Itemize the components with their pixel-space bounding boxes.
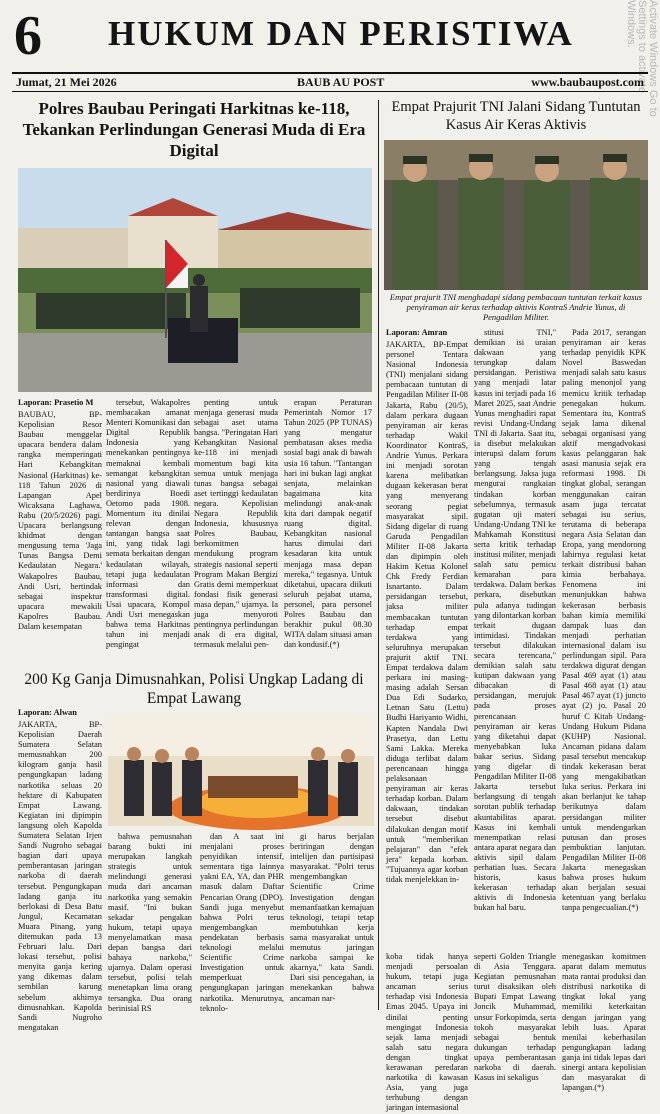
article3-column-6: seperti Golden Triangle di Asia Tenggara. Kegiatan pemusnahan turut disaksikan oleh Bupati Empat Lawang Joncik Muhammad, unsur Forkopimda, serta tokoh masyarakat sebagai bentuk dukungan terhadap upaya pemberantasan narkoba di daerah. Kasus ini sekaligus <box>474 952 556 1083</box>
article2-headline: Empat Prajurit TNI Jalani Sidang Tuntutan Kasus Air Keras Aktivis <box>391 99 641 133</box>
article3-column-3: dan A saat ini menjalani proses penyidikan intensif, sementara tiga lainnya yakni EA, YA, dan PHR masuk dalam Daftar Pencarian Orang (DPO). Sandi juga menyebut bahwa Polri terus mengembangkan pendekatan berbasis teknologi melalui Scientific Crime Investigation untuk memperkuat pengungkapan jaringan narkotika. Menurutnya, teknolo- <box>200 832 284 1013</box>
article2-reporter: Laporan: Amran <box>386 328 448 337</box>
article1-column-1: BAUBAU, BP-Kepolisian Resor Baubau menggelar upacara bendera dalam rangka memperingati Hari Kebangkitan Nasional (Harkitnas) ke-118 Tahun 2026 di Lapangan Apel Wicaksana Laghawa, Rabu (20/5/2026) pagi. Upacara berlangsung khidmat dengan mengusung tema 'Jaga Tunas Bangsa Demi Kedaulatan Negara.' Wakapolres Baubau, Andi Usri, bertindak sebagai inspektur upacara mewakili Kapolres Baubau. Dalam kesempatan <box>18 410 102 631</box>
section-masthead: HUKUM DAN PERISTIWA <box>108 14 574 53</box>
article1-photo <box>18 168 372 392</box>
dateline-bar <box>12 72 648 92</box>
activate-windows-watermark: Activate Windows Go to Settings to activate Windows. <box>625 0 659 117</box>
article2-column-3: Pada 2017, serangan penyiraman air keras terhadap penyidik KPK Novel Baswedan menjadi salah satu kasus paling menonjol yang memicu kritik terhadap penegakan hukum. Sementara itu, KontraS sejak lama dikenal sebagai organisasi yang aktif mengadvokasi kasus pelanggaran hak asasi manusia sejak era reformasi 1998. Di tingkat global, serangan menggunakan cairan asam juga tercatat sebagai isu serius, terutama di beberapa negara Asia Selatan dan Eropa, yang mendorong lahirnya regulasi ketat terkait distribusi bahan kimia berbahaya. Fenomena ini menunjukkan bahwa kekerasan berbasis bahan kimia memiliki dampak luas dan menjadi perhatian internasional dalam isu perlindungan sipil. Para terdakwa digurat dengan Pasal 469 ayat (1) atau Pasal 468 ayat (1) atau Pasal 467 ayat (1) juncto ayat (2) jo. Pasal 20 huruf C Kitab Undang-Undang Hukum Pidana (KUHP) Nasional. Ancaman pidana dalam pasal tersebut mencakup tindak kekerasan berat yang mengakibatkan luka serius. Perkara ini akan berlanjut ke tahap berikutnya dalam persidangan militer untuk mendengarkan putusan dan proses pembuktian lanjutan. Pengadilan Militer II-08 Jakarta menegaskan bahwa proses hukum akan berjalan sesuai ketentuan yang berlaku tanpa pengecualian.(*) <box>562 328 646 913</box>
article3-photo <box>108 716 374 826</box>
article1-column-4: erapan Peraturan Pemerintah Nomor 17 Tahun 2025 (PP TUNAS) yang mengatur pembatasan akses media sosial bagi anak di bawah usia 16 tahun. "Tantangan hari ini bukan lagi angkat senjata, melainkan bagaimana kita melindungi anak-anak kita dari dampak negatif ruang digital. Kebangkitan nasional harus dimulai dari kesadaran kita untuk menjaga masa depan mereka," tegasnya. Untuk diketahui, upacara diikuti seluruh pejabat utama, personel, para personel Polres Baubau dan berakhir pukul 08.30 WITA dalam situasi aman dan kondusif.(*) <box>284 398 372 650</box>
article3-column-2: bahwa pemusnahan barang bukti ini merupakan langkah strategis untuk melindungi generasi muda dari ancaman narkotika yang semakin masif. "Ini bukan sekadar pengakan hukum, tetapi upaya menyelamatkan masa depan bangsa dari bahaya narkoba," ujarnya. Dalam operasi tersebut, polisi telah menetapkan lima orang tersangka. Dua orang berinisial RS <box>108 832 192 1013</box>
article3-column-4: gi harus berjalan beriringan dengan intelijen dan partisipasi masyarakat. "Polri terus mengembangkan Scientific Crime Investigation dengan memanfaatkan kemajuan teknologi, tetapi tetap membutuhkan kerja sama masyarakat untuk memutus jaringan narkoba sampai ke akarnya," kata Sandi. Dari sisi pencegahan, ia menekankan bahwa ancaman nar- <box>290 832 374 1003</box>
article1-reporter: Laporan: Prasetio M <box>18 398 94 407</box>
article1-column-3: penting untuk menjaga generasi muda sebagai aset utama bangsa. "Peringatan Hari Kebangkitan Nasional ke-118 ini menjadi momentum bagi kita semua untuk menjaga tunas bangsa sebagai aset tertinggi kedaulatan negara. Kepolisian Negara Republik Indonesia, khususnya Polres Baubau, berkomitmen mendukung program strategis nasional seperti Program Makan Bergizi Gratis demi memperkuat fondasi fisik generasi masa depan," ujarnya. Ia juga menyoroti pentingnya perlindungan anak di era digital, termasuk melalui pen- <box>194 398 278 650</box>
article1-headline: Polres Baubau Peringati Harkitnas ke-118, Tekankan Perlindungan Generasi Muda di Era Digital <box>22 99 366 160</box>
page-number: 6 <box>14 5 42 67</box>
article3-reporter: Laporan: Alwan <box>18 708 77 717</box>
article3-column-5: koba tidak hanya menjadi persoalan hukum, tetapi juga ancaman serius terhadap visi Indonesia Emas 2045. Upaya ini dinilai penting mengingat Indonesia sejak lama menjadi salah satu negara dengan tingkat kerawanan peredaran narkotika di kawasan Asia, yang juga terhubung dengan jaringan internasional <box>386 952 468 1113</box>
article3-headline: 200 Kg Ganja Dimusnahkan, Polisi Ungkap Ladang di Empat Lawang <box>24 671 364 707</box>
article2-column-2: stitusi TNI," demikian isi uraian dakwaan yang terungkap dalam persidangan. Peristiwa yang menjadi latar kasus ini terjadi pada 16 Maret 2025, saat Andrie Yunus menghadiri rapat revisi Undang-Undang TNI di Jakarta. Saat itu, ia disebut melakukan interupsi dalam forum yang tengah berlangsung. Jaksa juga mengurai rangkaian tindakan korban sebelumnya, termasuk gugatan uji materi Undang-Undang TNI ke Mahkamah Konstitusi serta kritik terhadap institusi militer, menjadi salah satu pemicu kemarahan para terdakwa. Dalam berkas perkara, disebutkan pula adanya tudingan yang dilontarkan korban terkait dugaan intimidasi. Tindakan tersebut dilakukan secara terencana," demikian salah satu kutipan dakwaan yang dibacakan di persidangan, merujuk pada proses perencanaan penyiraman air keras yang diketahui dapat menyebabkan luka bakar serius. Sidang yang digelar di Pengadilan Militer II-08 Jakarta tersebut berlangsung di tengah sorotan publik terhadap akuntabilitas aparat. Kasus ini kembali menempatkan relasi antara aparat negara dan aktivis sipil dalam perhatian luas. Secara historis, kasus kekerasan terhadap aktivis di Indonesia bukan hal baru. <box>474 328 556 913</box>
article2-photo <box>384 140 648 290</box>
article2-caption: Empat prajurit TNI menghadapi sidang pembacaan tuntutan terkait kasus penyiraman air keras terhadap aktivis KontraS Andrie Yunus, di Pengadilan Militer. <box>389 292 643 322</box>
website-link[interactable]: www.baubaupost.com <box>531 75 644 89</box>
article1-column-2: tersebut, Wakapolres membacakan amanat Menteri Komunikasi dan Digital Republik Indonesia yang menekankan pentingnya memaknai kembali semangat kebangkitan nasional yang diawali berdirinya Boedi Oetomo pada 1908. Momentum itu dinilai relevan dengan tantangan bangsa saat ini, yang tidak lagi semata berkaitan dengan kedaulatan wilayah, tetapi juga kedaulatan informasi dan transformasi digital. Usai upacara, Kompol Andi Usri menegaskan bahwa tema Harkitnas tahun ini menjadi pengingat <box>106 398 190 650</box>
paper-name: BAUB AU POST <box>297 75 385 89</box>
article2-column-1: JAKARTA, BP-Empat personel Tentara Nasional Indonesia (TNI) menjalani sidang pembacaan tuntutan di Pengadilan Militer II-08 Jakarta, Rabu (20/5), dalam perkara dugaan penyiraman air keras terhadap Wakil Koordinator KontraS, Andrie Yunus. Perkara ini menjadi sorotan karena melibatkan dugaan kekerasan berat yang menyerang seorang pegiat masyarakat sipil. Sidang digelar di ruang Garuda Pengadilan Militer II-08 Jakarta dan dipimpin oleh Hakim Ketua Kolonel Chk Fredy Ferdian Isnartanto. Dalam persidangan tersebut, jaksa militer membacakan tuntutan terhadap empat terdakwa yang seluruhnya merupakan prajurit aktif TNI. Empat terdakwa dalam perkara ini masing-masing adalah Sersan Dua Edi Sudarko, Letnan Satu (Lettu) Budhi Hariyanto Widhi, Kapten Nandala Dwi Prasetya, dan Lettu Sami Lakka. Mereka diduga terlibat dalam perencanaan hingga pelaksanaan penyiraman air keras terhadap korban. Dalam dakwaan, tindakan tersebut disebut dilakukan dengan motif untuk "memberikan pelajaran" dan "efek jera" kepada korban. "Tujuannya agar korban tidak menjelekkan in- <box>386 340 468 884</box>
article3-column-7: menegaskan komitmen aparat dalam memutus mata rantai produksi dan distribusi narkotika di tingkat lokal yang memiliki keterkaitan dengan jaringan yang lebih luas. Aparat menilai keberhasilan pengungkapan ladang ganja ini tidak lepas dari sinergi antara kepolisian dan masyarakat di lapangan.(*) <box>562 952 646 1093</box>
article3-column-1: JAKARTA, BP-Kepolisian Daerah Sumatera Selatan memusnahkan 200 kilogram ganja hasil pengungkapan ladang narkotika seluas 20 hektare di Kabupaten Empat Lawang. Kegiatan ini dipimpin langsung oleh Kapolda Sumatera Selatan Irjen Sandi Nugroho sebagai bagian dari upaya pemberantasan jaringan narkoba di daerah tersebut. Pengungkapan ladang ganja itu berlokasi di Desa Batu Jungul, Kecamatan Muara Pinang, yang ditemukan pada 13 Februari lalu. Dari lokasi tersebut, polisi menyita ganja kering yang dikemas dalam sembilan karung sebelum akhirnya dimusnahkan. Kapolda Sandi Nugroho mengatakan <box>18 720 102 1032</box>
column-divider <box>378 100 379 1010</box>
issue-date: Jumat, 21 Mei 2026 <box>16 75 117 89</box>
